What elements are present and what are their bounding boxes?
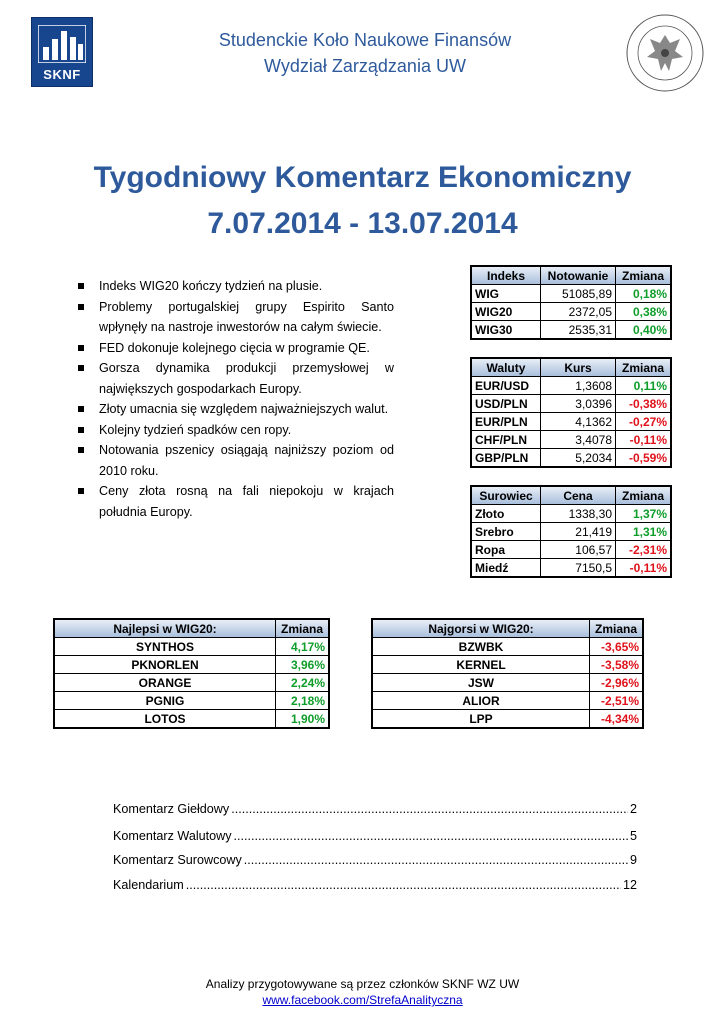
cell-name: WIG20 [471, 303, 541, 321]
bullet-item: Notowania pszenicy osiągają najniższy poziom od 2010 roku. [76, 440, 394, 481]
table-row [372, 692, 643, 710]
cell-change: 1,90% [276, 710, 330, 729]
cell-change: 2,24% [276, 674, 330, 692]
logo-text: SKNF [43, 67, 81, 82]
bullet-item: Ceny złota rosną na fali niepokoju w krajach południa Europy. [76, 481, 394, 522]
best-wig20-table [53, 618, 330, 729]
toc-page: 9 [629, 853, 637, 867]
table-row [471, 431, 671, 449]
cell-change: -0,27% [616, 413, 672, 431]
cell-change: 0,38% [616, 303, 672, 321]
toc-leader [186, 878, 621, 892]
toc-label: Komentarz Surowcowy [113, 853, 242, 867]
cell-change: -2,31% [616, 541, 672, 559]
cell-value: 4,1362 [541, 413, 616, 431]
cell-change: -0,38% [616, 395, 672, 413]
cell-name: PKNORLEN [54, 656, 276, 674]
table-row [372, 674, 643, 692]
bullet-item: Indeks WIG20 kończy tydzień na plusie. [76, 276, 394, 297]
table-row [471, 449, 671, 468]
table-row [471, 321, 671, 340]
column-header: Cena [541, 486, 616, 505]
table-row [372, 638, 643, 656]
cell-change: -0,11% [616, 431, 672, 449]
toc-label: Kalendarium [113, 878, 184, 892]
column-header: Zmiana [616, 358, 672, 377]
table-row [471, 377, 671, 395]
cell-change: 3,96% [276, 656, 330, 674]
column-header: Kurs [541, 358, 616, 377]
table-row [471, 559, 671, 578]
toc-entry[interactable] [113, 878, 637, 892]
cell-change: -0,11% [616, 559, 672, 578]
cell-change: 1,37% [616, 505, 672, 523]
column-header: Najlepsi w WIG20: [54, 619, 276, 638]
cell-name: PGNIG [54, 692, 276, 710]
column-header: Zmiana [616, 266, 672, 285]
cell-change: -3,58% [590, 656, 644, 674]
cell-name: WIG [471, 285, 541, 303]
cell-name: CHF/PLN [471, 431, 541, 449]
cell-change: -3,65% [590, 638, 644, 656]
bar-chart-icon [38, 25, 86, 63]
table-header-row [471, 266, 671, 285]
cell-change: 0,40% [616, 321, 672, 340]
cell-name: ALIOR [372, 692, 590, 710]
table-header-row [54, 619, 329, 638]
toc-page: 2 [629, 802, 637, 816]
cell-name: KERNEL [372, 656, 590, 674]
table-header-row [471, 358, 671, 377]
column-header: Najgorsi w WIG20: [372, 619, 590, 638]
facebook-link[interactable]: www.facebook.com/StrefaAnalityczna [262, 993, 463, 1007]
toc-entry[interactable] [113, 853, 637, 867]
cell-change: -0,59% [616, 449, 672, 468]
cell-name: LPP [372, 710, 590, 729]
cell-value: 106,57 [541, 541, 616, 559]
cell-value: 1338,30 [541, 505, 616, 523]
cell-value: 21,419 [541, 523, 616, 541]
cell-name: WIG30 [471, 321, 541, 340]
cell-name: Miedź [471, 559, 541, 578]
cell-change: -2,96% [590, 674, 644, 692]
toc-leader [244, 853, 628, 867]
cell-value: 7150,5 [541, 559, 616, 578]
cell-value: 2535,31 [541, 321, 616, 340]
table-row [471, 413, 671, 431]
toc-label: Komentarz Walutowy [113, 829, 232, 843]
cell-value: 51085,89 [541, 285, 616, 303]
table-row [471, 303, 671, 321]
table-row [54, 674, 329, 692]
cell-name: SYNTHOS [54, 638, 276, 656]
cell-name: Ropa [471, 541, 541, 559]
footer-link-wrap [0, 993, 725, 1007]
bullet-item: Problemy portugalskiej grupy Espirito Santo wpłynęły na nastroje inwestorów na całym świecie. [76, 297, 394, 338]
table-row [54, 656, 329, 674]
toc-leader [234, 829, 628, 843]
cell-value: 5,2034 [541, 449, 616, 468]
toc-entry[interactable] [113, 829, 637, 843]
table-row [471, 285, 671, 303]
cell-value: 3,0396 [541, 395, 616, 413]
table-row [471, 395, 671, 413]
table-row [471, 541, 671, 559]
table-row [372, 656, 643, 674]
currencies-table [470, 357, 672, 468]
cell-value: 1,3608 [541, 377, 616, 395]
cell-name: GBP/PLN [471, 449, 541, 468]
cell-name: USD/PLN [471, 395, 541, 413]
column-header: Surowiec [471, 486, 541, 505]
toc-page: 12 [622, 878, 637, 892]
cell-name: LOTOS [54, 710, 276, 729]
table-row [471, 505, 671, 523]
table-header-row [471, 486, 671, 505]
cell-value: 3,4078 [541, 431, 616, 449]
column-header: Notowanie [541, 266, 616, 285]
cell-name: JSW [372, 674, 590, 692]
bullet-item: Gorsza dynamika produkcji przemysłowej w największych gospodarkach Europy. [76, 358, 394, 399]
column-header: Zmiana [616, 486, 672, 505]
footer-note: Analizy przygotowywane są przez członków SKNF WZ UW [205, 977, 520, 991]
commodities-table [470, 485, 672, 578]
cell-change: 0,11% [616, 377, 672, 395]
table-row [54, 638, 329, 656]
column-header: Zmiana [276, 619, 330, 638]
cell-name: ORANGE [54, 674, 276, 692]
cell-name: BZWBK [372, 638, 590, 656]
column-header: Indeks [471, 266, 541, 285]
bullet-item: Kolejny tydzień spadków cen ropy. [76, 420, 394, 441]
sknf-logo [31, 17, 93, 87]
university-seal-icon [625, 13, 705, 93]
bullet-item: Złoty umacnia się względem najważniejszych walut. [76, 399, 394, 420]
toc-leader [231, 802, 628, 816]
cell-change: 0,18% [616, 285, 672, 303]
summary-bullets [76, 276, 394, 522]
report-date-range: 7.07.2014 - 13.07.2014 [207, 207, 518, 240]
cell-name: Srebro [471, 523, 541, 541]
table-row [54, 692, 329, 710]
column-header: Zmiana [590, 619, 644, 638]
cell-change: -2,51% [590, 692, 644, 710]
table-header-row [372, 619, 643, 638]
column-header: Waluty [471, 358, 541, 377]
org-name: Studenckie Koło Naukowe Finansów [218, 30, 512, 50]
toc-entry[interactable] [113, 802, 637, 816]
table-row [471, 523, 671, 541]
indices-table [470, 265, 672, 340]
cell-change: 2,18% [276, 692, 330, 710]
table-row [372, 710, 643, 729]
cell-change: -4,34% [590, 710, 644, 729]
toc-label: Komentarz Giełdowy [113, 802, 230, 816]
cell-name: EUR/PLN [471, 413, 541, 431]
cell-change: 4,17% [276, 638, 330, 656]
cell-name: Złoto [471, 505, 541, 523]
toc-page: 5 [629, 829, 637, 843]
worst-wig20-table [371, 618, 644, 729]
table-row [54, 710, 329, 729]
cell-name: EUR/USD [471, 377, 541, 395]
cell-value: 2372,05 [541, 303, 616, 321]
cell-change: 1,31% [616, 523, 672, 541]
report-title: Tygodniowy Komentarz Ekonomiczny [93, 161, 632, 194]
bullet-item: FED dokonuje kolejnego cięcia w programie QE. [76, 338, 394, 359]
faculty-name: Wydział Zarządzania UW [264, 56, 466, 76]
